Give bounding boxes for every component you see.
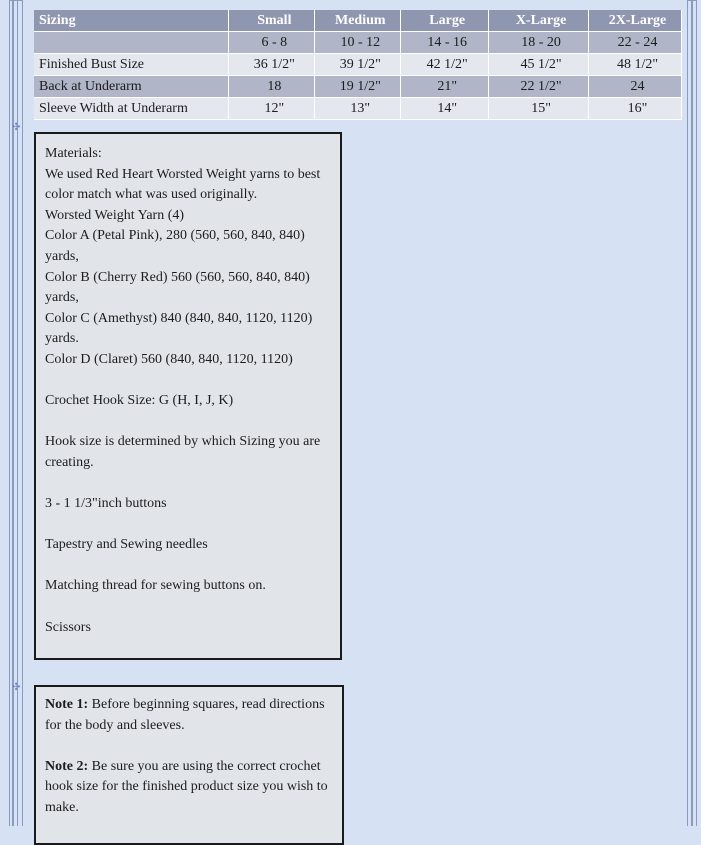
column-header: Small [229, 10, 315, 32]
color-a: Color A (Petal Pink), 280 (560, 560, 840, 840) yards, [45, 228, 305, 264]
yarn-weight: Worsted Weight Yarn (4) [45, 207, 185, 223]
color-d: Color D (Claret) 560 (840, 840, 1120, 1120) [45, 351, 293, 367]
column-header: Medium [315, 10, 401, 32]
table-cell: 10 - 12 [315, 32, 401, 54]
hook-size-note: Hook size is determined by which Sizing you are creating. [45, 434, 321, 470]
note-2 [45, 757, 333, 819]
right-page-border [681, 0, 701, 826]
anchor-marker-icon: ✣ [12, 682, 21, 693]
column-header: X-Large [489, 10, 589, 32]
table-cell: 36 1/2" [229, 54, 315, 76]
table-cell: 24 [589, 76, 682, 98]
hook-size: Crochet Hook Size: G (H, I, J, K) [45, 393, 234, 409]
table-row [34, 98, 682, 120]
table-row [34, 76, 682, 98]
table-row [34, 54, 682, 76]
scissors-item: Scissors [45, 619, 91, 635]
table-cell: 12" [229, 98, 315, 120]
table-cell: 18 [229, 76, 315, 98]
notes-box [34, 685, 344, 845]
column-header: Sizing [34, 10, 229, 32]
table-cell: 39 1/2" [315, 54, 401, 76]
table-cell: 13" [315, 98, 401, 120]
table-row [34, 32, 682, 54]
table-header-row [34, 10, 682, 32]
row-label: Sleeve Width at Underarm [34, 98, 229, 120]
left-page-border [0, 0, 30, 826]
needles-item: Tapestry and Sewing needles [45, 537, 208, 553]
table-cell: 22 - 24 [589, 32, 682, 54]
materials-box [34, 132, 342, 660]
table-cell: 19 1/2" [315, 76, 401, 98]
row-label: Back at Underarm [34, 76, 229, 98]
materials-heading: Materials: [45, 146, 102, 161]
buttons-item: 3 - 1 1/3"inch buttons [45, 496, 167, 512]
table-cell: 14 - 16 [401, 32, 489, 54]
table-cell: 6 - 8 [229, 32, 315, 54]
table-cell: 45 1/2" [489, 54, 589, 76]
note-2-text: Be sure you are using the correct crochet hook size for the finished product size you wish to make. [45, 758, 328, 815]
note-1-title: Note 1: [45, 697, 89, 712]
table-cell: 42 1/2" [401, 54, 489, 76]
column-header: Large [401, 10, 489, 32]
table-cell: 18 - 20 [489, 32, 589, 54]
row-label: Finished Bust Size [34, 54, 229, 76]
table-cell: 14" [401, 98, 489, 120]
color-c: Color C (Amethyst) 840 (840, 840, 1120, 1120) yards. [45, 310, 313, 347]
note-2-title: Note 2: [45, 758, 89, 774]
row-label [34, 32, 229, 54]
table-cell: 48 1/2" [589, 54, 682, 76]
table-cell: 16" [589, 98, 682, 120]
color-b: Color B (Cherry Red) 560 (560, 560, 840, 840) yards, [45, 269, 310, 306]
table-cell: 15" [489, 98, 589, 120]
table-cell: 21" [401, 76, 489, 98]
sizing-table [34, 10, 682, 120]
column-header: 2X-Large [589, 10, 682, 32]
materials-intro: We used Red Heart Worsted Weight yarns to best color match what was used originally. [45, 166, 321, 203]
note-1-text: Before beginning squares, read directions for the body and sleeves. [45, 697, 325, 733]
thread-item: Matching thread for sewing buttons on. [45, 578, 266, 594]
note-1 [45, 695, 333, 736]
anchor-marker-icon: ✣ [12, 122, 21, 133]
table-cell: 22 1/2" [489, 76, 589, 98]
